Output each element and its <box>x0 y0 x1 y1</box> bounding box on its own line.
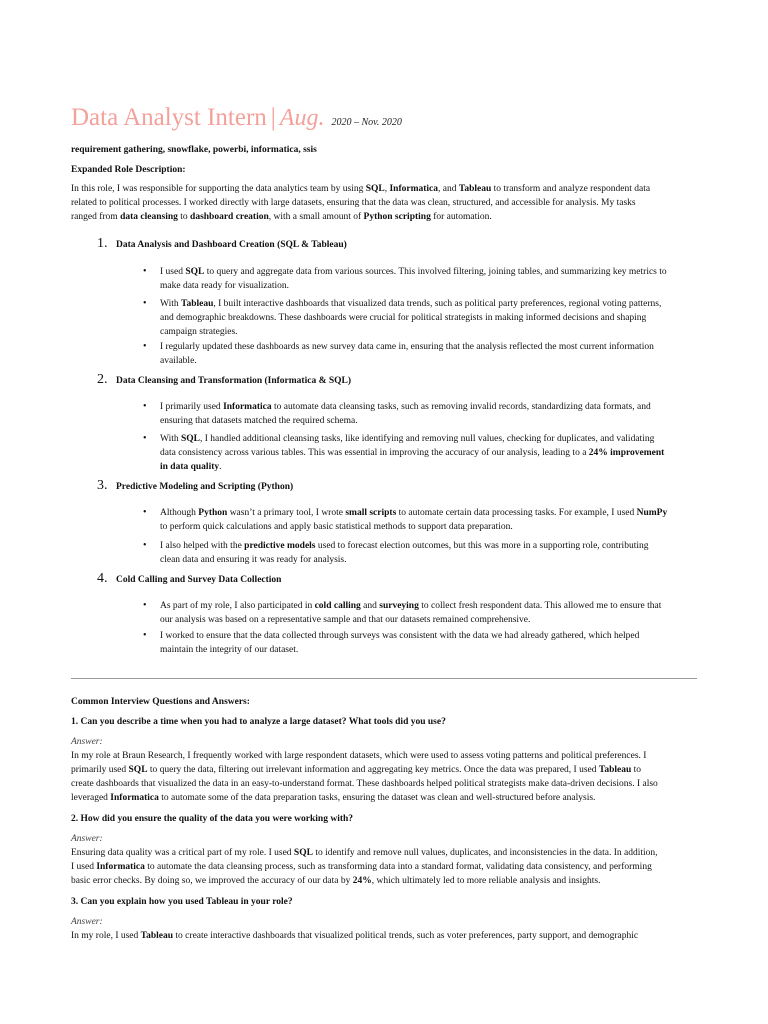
text-run: to perform quick calculations and apply basic statistical methods to support data preparation. <box>160 522 513 532</box>
text-run: I used <box>160 267 186 277</box>
bold-term: Informatica <box>110 793 159 803</box>
text-run: basic error checks. By doing so, we improved the accuracy of our data by <box>71 876 353 886</box>
text-line <box>160 279 697 293</box>
text-run: . <box>219 462 222 472</box>
section-divider <box>71 678 697 679</box>
bold-term: predictive models <box>244 541 316 551</box>
text-line <box>160 520 697 534</box>
bullet-dot-icon: • <box>143 630 147 641</box>
text-run: to automate data cleansing tasks, such as removing invalid records, standardizing data formats, and <box>271 402 651 412</box>
text-line <box>71 763 697 777</box>
text-run: for automation. <box>430 212 492 222</box>
bold-term: Informatica <box>96 862 145 872</box>
text-run: to <box>631 765 642 775</box>
date-range: 2020 – Nov. 2020 <box>331 117 402 128</box>
section-number: 2. <box>97 372 108 387</box>
text-line <box>71 210 697 224</box>
text-line <box>160 629 697 643</box>
text-run: Although <box>160 508 199 518</box>
bullet-item <box>143 400 697 431</box>
bold-term: SQL <box>181 434 201 444</box>
text-run: I worked to ensure that the data collected through surveys was consistent with the data we had already gathered, which helped <box>160 631 640 641</box>
text-line <box>160 613 697 627</box>
bold-term: Informatica <box>223 402 272 412</box>
bold-term: Tableau <box>140 931 174 941</box>
section-number: 3. <box>97 478 108 493</box>
bold-term: SQL <box>128 765 148 775</box>
text-run: to collect fresh respondent data. This allowed me to ensure that <box>418 601 662 611</box>
section-heading <box>97 571 281 587</box>
bullet-dot-icon: • <box>143 540 147 551</box>
bold-term: Python scripting <box>363 212 431 222</box>
answer-text <box>71 929 697 943</box>
interview-question: 1. Can you describe a time when you had to analyze a large dataset? What tools did you use? <box>71 717 446 727</box>
bullet-dot-icon: • <box>143 266 147 277</box>
text-line <box>160 446 697 460</box>
bold-term: Tableau <box>598 765 632 775</box>
bold-term: surveying <box>379 601 419 611</box>
bold-term: SQL <box>293 848 313 858</box>
bullet-item <box>143 629 697 660</box>
bold-term: cold calling <box>314 601 361 611</box>
text-line <box>71 929 697 943</box>
bullet-dot-icon: • <box>143 600 147 611</box>
bold-term: small scripts <box>345 508 397 518</box>
text-run: , with a small amount of <box>268 212 364 222</box>
bullet-dot-icon: • <box>143 401 147 412</box>
text-run: to transform and analyze respondent data <box>491 184 651 194</box>
text-line <box>160 460 697 474</box>
bold-term: in data quality <box>160 462 220 472</box>
bold-term: Tableau <box>181 299 214 309</box>
text-run: In my role at Braun Research, I frequently worked with large respondent datasets, which were used to assess voting patterns and political preferences. I <box>71 751 647 761</box>
text-run: data consistency across various tables. This was essential in improving the accuracy of our analysis, leading to a <box>160 448 589 458</box>
bullet-item <box>143 506 697 537</box>
text-run: I also helped with the <box>160 541 245 551</box>
text-run: leveraged <box>71 793 111 803</box>
intro-paragraph <box>71 182 697 224</box>
answer-text <box>71 846 697 888</box>
text-line <box>71 196 697 210</box>
text-line <box>160 297 697 311</box>
job-title-line <box>71 103 402 138</box>
text-run: and demographic breakdowns. These dashboards were crucial for political strategists in making informed decisions and shaping <box>160 313 647 323</box>
text-run: primarily used <box>71 765 129 775</box>
bullet-item <box>143 599 697 630</box>
bullet-item <box>143 265 697 296</box>
text-line <box>160 311 697 325</box>
text-run: Ensuring data quality was a critical part of my role. I used <box>71 848 294 858</box>
bold-term: SQL <box>185 267 205 277</box>
bold-term: Python <box>198 508 228 518</box>
text-run: used to forecast election outcomes, but this was more in a supporting role, contributing <box>315 541 649 551</box>
text-run: , <box>384 184 390 194</box>
text-line <box>160 354 697 368</box>
bullet-item <box>143 340 697 371</box>
text-run: to query and aggregate data from various sources. This involved filtering, joining tables, and summarizing key metrics to <box>204 267 667 277</box>
text-line <box>160 553 697 567</box>
text-run: , I handled additional cleansing tasks, like identifying and removing null values, checking for duplicates, and validating <box>200 434 655 444</box>
text-run: , I built interactive dashboards that visualized data trends, such as political party preferences, regional voting patterns, <box>213 299 662 309</box>
bold-term: NumPy <box>636 508 668 518</box>
text-run: available. <box>160 356 197 366</box>
text-line <box>160 325 697 339</box>
keywords-line: requirement gathering, snowflake, powerbi, informatica, ssis <box>71 145 317 155</box>
text-run: campaign strategies. <box>160 327 238 337</box>
text-run: I primarily used <box>160 402 224 412</box>
text-line <box>71 860 697 874</box>
text-run: our analysis was based on a representative sample and that our datasets remained comprehensive. <box>160 615 531 625</box>
text-run: and <box>360 601 380 611</box>
section-number: 4. <box>97 571 108 586</box>
section-title: Data Cleansing and Transformation (Informatica & SQL) <box>116 376 352 386</box>
text-run: to identify and remove null values, duplicates, and inconsistencies in the data. In addition, <box>312 848 658 858</box>
text-run: clean data and ensuring it was ready for analysis. <box>160 555 347 565</box>
section-heading <box>97 372 351 388</box>
text-run: to automate certain data processing tasks. For example, I used <box>396 508 637 518</box>
text-run: maintain the integrity of our dataset. <box>160 645 299 655</box>
text-run: related to political processes. I worked directly with large datasets, ensuring that the data was clean, structured, and accessible for analysis. My tasks <box>71 198 636 208</box>
text-line <box>160 506 697 520</box>
qa-heading: Common Interview Questions and Answers: <box>71 697 250 707</box>
text-run: to query the data, filtering out irrelevant information and aggregating key metrics. Once the data was prepared, I used <box>147 765 599 775</box>
text-run: to automate the data cleansing process, such as transforming data into a standard format, validating data consistency, and performing <box>144 862 652 872</box>
text-line <box>71 749 697 763</box>
text-line <box>160 599 697 613</box>
answer-text <box>71 749 697 805</box>
bullet-dot-icon: • <box>143 298 147 309</box>
start-month: Aug. <box>279 105 325 131</box>
text-line <box>160 414 697 428</box>
bold-term: Informatica <box>389 184 439 194</box>
text-run: I regularly updated these dashboards as new survey data came in, ensuring that the analysis reflected the most current information <box>160 342 654 352</box>
text-run: ensuring that datasets matched the required schema. <box>160 416 358 426</box>
text-line <box>71 874 697 888</box>
bullet-dot-icon: • <box>143 341 147 352</box>
answer-label: Answer: <box>71 917 103 927</box>
text-run: In this role, I was responsible for supporting the data analytics team by using <box>71 184 366 194</box>
bold-term: 24% improvement <box>588 448 665 458</box>
text-run: I used <box>71 862 97 872</box>
text-line <box>160 340 697 354</box>
bullet-item <box>143 432 697 477</box>
text-line <box>160 539 697 553</box>
role-description-heading: Expanded Role Description: <box>71 165 186 175</box>
text-line <box>160 432 697 446</box>
bullet-item <box>143 539 697 570</box>
text-run: With <box>160 434 181 444</box>
text-line <box>160 265 697 279</box>
section-number: 1. <box>97 236 108 251</box>
answer-label: Answer: <box>71 737 103 747</box>
bold-term: Tableau <box>458 184 492 194</box>
answer-label: Answer: <box>71 834 103 844</box>
bold-term: dashboard creation <box>190 212 269 222</box>
text-run: With <box>160 299 181 309</box>
text-run: ranged from <box>71 212 121 222</box>
text-line <box>71 846 697 860</box>
text-run: to automate some of the data preparation tasks, ensuring the dataset was clean and well-structured before analysis. <box>158 793 596 803</box>
section-title: Data Analysis and Dashboard Creation (SQL & Tableau) <box>116 240 347 250</box>
text-run: As part of my role, I also participated in <box>160 601 315 611</box>
section-heading <box>97 478 293 494</box>
section-title: Cold Calling and Survey Data Collection <box>116 575 282 585</box>
interview-question: 2. How did you ensure the quality of the data you were working with? <box>71 814 354 824</box>
bold-term: data cleansing <box>120 212 178 222</box>
text-line <box>160 400 697 414</box>
text-run: wasn’t a primary tool, I wrote <box>227 508 346 518</box>
section-heading <box>97 236 347 252</box>
text-run: create dashboards that visualized the data in an easy-to-understand format. These dashboards helped political strategists make data-driven decisions. I also <box>71 779 658 789</box>
text-line <box>71 182 697 196</box>
text-run: , and <box>438 184 459 194</box>
bullet-dot-icon: • <box>143 433 147 444</box>
text-line <box>71 777 697 791</box>
bold-term: 24% <box>352 876 372 886</box>
text-line <box>71 791 697 805</box>
text-line <box>160 643 697 657</box>
text-run: to <box>177 212 191 222</box>
bullet-item <box>143 297 697 342</box>
text-run: , which ultimately led to more reliable analysis and insights. <box>371 876 601 886</box>
bold-term: SQL <box>365 184 385 194</box>
text-run: to create interactive dashboards that visualized political trends, such as voter preferences, party support, and demographic <box>173 931 639 941</box>
text-run: In my role, I used <box>71 931 141 941</box>
bullet-dot-icon: • <box>143 507 147 518</box>
title-separator: | <box>270 104 276 131</box>
section-title: Predictive Modeling and Scripting (Python) <box>116 482 294 492</box>
text-run: make data ready for visualization. <box>160 281 289 291</box>
interview-question: 3. Can you explain how you used Tableau in your role? <box>71 897 293 907</box>
job-title: Data Analyst Intern <box>71 104 267 131</box>
